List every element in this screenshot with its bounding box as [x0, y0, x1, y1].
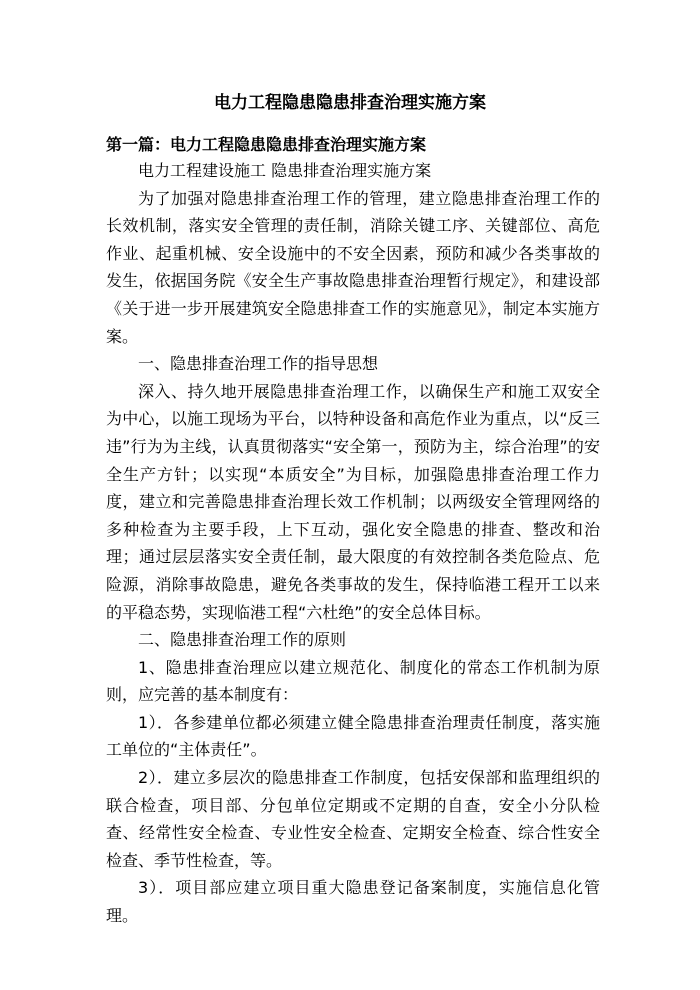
system-item-1: 1）．各参建单位都必须建立健全隐患排查治理责任制度，落实施工单位的“主体责任”。 [106, 712, 600, 760]
system-item-3: 3）．项目部应建立项目重大隐患登记备案制度，实施信息化管理。 [106, 878, 600, 926]
intro-paragraph: 为了加强对隐患排查治理工作的管理，建立隐患排查治理工作的长效机制，落实安全管理的责任制，消除关键工序、关键部位、高危作业、起重机械、安全设施中的不安全因素，预防和减少各类事故的发生，依据国务院《安全生产事故隐患排查治理暂行规定》，和建设部《关于进一步开展建筑安全隐患排查工作的实施意见》，制定本实施方案。 [106, 188, 600, 346]
system-item-2: 2）．建立多层次的隐患排查工作制度，包括安保部和监理组织的联合检查，项目部、分包单位定期或不定期的自查，安全小分队检查、经常性安全检查、专业性安全检查、定期安全检查、综合性安全检查、季节性检查，等。 [106, 768, 600, 870]
section-heading: 第一篇：电力工程隐患隐患排查治理实施方案 [106, 135, 427, 154]
document-body [106, 157, 600, 930]
subtitle-paragraph: 电力工程建设施工 隐患排查治理实施方案 [138, 161, 432, 180]
heading-principles: 二、隐患排查治理工作的原则 [138, 630, 347, 650]
document-title: 电力工程隐患隐患排查治理实施方案 [214, 93, 486, 113]
heading-guiding-ideology: 一、隐患排查治理工作的指导思想 [138, 354, 379, 374]
guiding-ideology-paragraph: 深入、持久地开展隐患排查治理工作，以确保生产和施工双安全为中心，以施工现场为平台，以特种设备和高危作业为重点，以“反三违”行为为主线，认真贯彻落实“安全第一，预防为主，综合治理”的安全生产方针；以实现“本质安全”为目标，加强隐患排查治理工作力度，建立和完善隐患排查治理长效工作机制；以两级安全管理网络的多种检查为主要手段，上下互动，强化安全隐患的排查、整改和治理；通过层层落实安全责任制，最大限度的有效控制各类危险点、危险源，消除事故隐患，避免各类事故的发生，保持临港工程开工以来的平稳态势，实现临港工程“六杜绝”的安全总体目标。 [106, 381, 600, 622]
principle-1-paragraph: 1、隐患排查治理应以建立规范化、制度化的常态工作机制为原则，应完善的基本制度有： [106, 657, 600, 705]
